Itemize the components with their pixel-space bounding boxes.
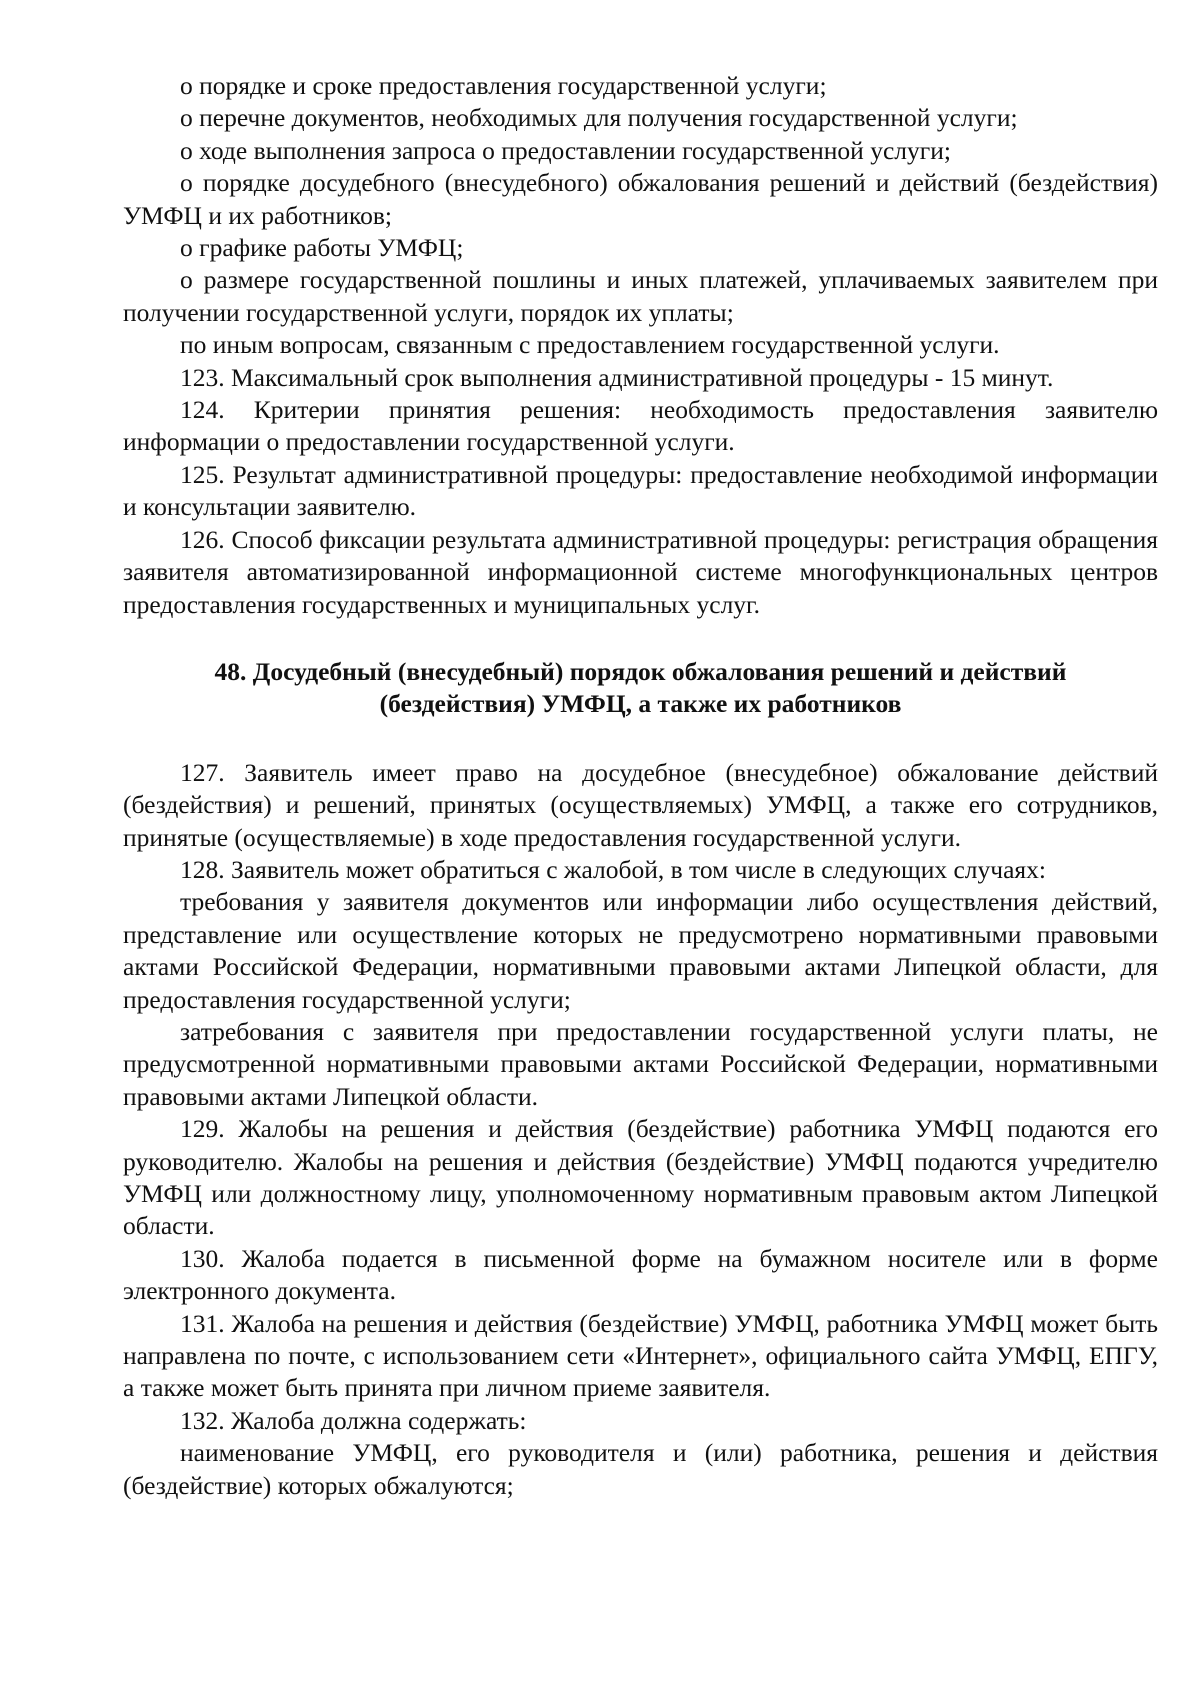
paragraph-item-128: 128. Заявитель может обратиться с жалобой, в том числе в следующих случаях: [180, 854, 1046, 884]
paragraph-item-124: 124. Критерии принятия решения: необходимость предоставления заявителю информации о предоставлении государственной услуги. [123, 395, 1158, 457]
document-page [123, 70, 1158, 1502]
paragraph-item-129: 129. Жалобы на решения и действия (бездействие) работника УМФЦ подаются его руководителю. Жалобы на решения и действия (бездействие) УМФЦ подаются учредителю УМФЦ или должностному лицу, уполномоченному нормативным правовым актом Липецкой области. [123, 1114, 1158, 1241]
paragraph-item-125: 125. Результат административной процедуры: предоставление необходимой информации и консультации заявителю. [123, 459, 1158, 522]
paragraph-item-127: 127. Заявитель имеет право на досудебное (внесудебное) обжалование действий (бездействия) и решений, принятых (осуществляемых) УМФЦ, а также его сотрудников, принятые (осуществляемые) в ходе предоставления государственной услуги. [123, 757, 1158, 852]
paragraph: о порядке досудебного (внесудебного) обжалования решений и действий (бездействия) УМФЦ и их работников; [123, 168, 1158, 230]
paragraph: о ходе выполнения запроса о предоставлении государственной услуги; [180, 135, 951, 165]
paragraph: затребования с заявителя при предоставлении государственной услуги платы, не предусмотренной нормативными правовыми актами Российской Федерации, нормативными правовыми актами Липецкой области. [123, 1016, 1158, 1111]
paragraph: о графике работы УМФЦ; [180, 233, 464, 263]
paragraph: о порядке и сроке предоставления государственной услуги; [180, 71, 827, 100]
paragraph: требования у заявителя документов или информации либо осуществления действий, представление или осуществление которых не предусмотрено нормативными правовыми актами Российской Федерации, нормативными правовыми актами Липецкой области, для предоставления государственной услуги; [123, 887, 1158, 1014]
paragraph-item-132: 132. Жалоба должна содержать: [180, 1405, 527, 1435]
section-heading-line1: 48. Досудебный (внесудебный) порядок обжалования решений и действий [214, 656, 1067, 686]
paragraph: по иным вопросам, связанным с предоставлением государственной услуги. [180, 330, 1000, 360]
paragraph-item-126: 126. Способ фиксации результата административной процедуры: регистрация обращения заявителя автоматизированной информационной системе многофункциональных центров предоставления государственных и муниципальных услуг. [123, 524, 1158, 619]
section-heading-line2: (бездействия) УМФЦ, а также их работников [379, 689, 902, 719]
paragraph: о размере государственной пошлины и иных платежей, уплачиваемых заявителем при получении государственной услуги, порядок их уплаты; [123, 265, 1158, 327]
section-heading [123, 656, 1158, 721]
paragraph-item-131: 131. Жалоба на решения и действия (бездействие) УМФЦ, работника УМФЦ может быть направлена по почте, с использованием сети «Интернет», официального сайта УМФЦ, ЕПГУ, а также может быть принята при личном приеме заявителя. [123, 1308, 1158, 1403]
paragraph: о перечне документов, необходимых для получения государственной услуги; [180, 103, 1018, 133]
paragraph: наименование УМФЦ, его руководителя и (или) работника, решения и действия (бездействие) которых обжалуются; [123, 1438, 1158, 1500]
paragraph-item-123: 123. Максимальный срок выполнения административной процедуры - 15 минут. [180, 362, 1054, 392]
paragraph-item-130: 130. Жалоба подается в письменной форме на бумажном носителе или в форме электронного документа. [123, 1243, 1158, 1306]
